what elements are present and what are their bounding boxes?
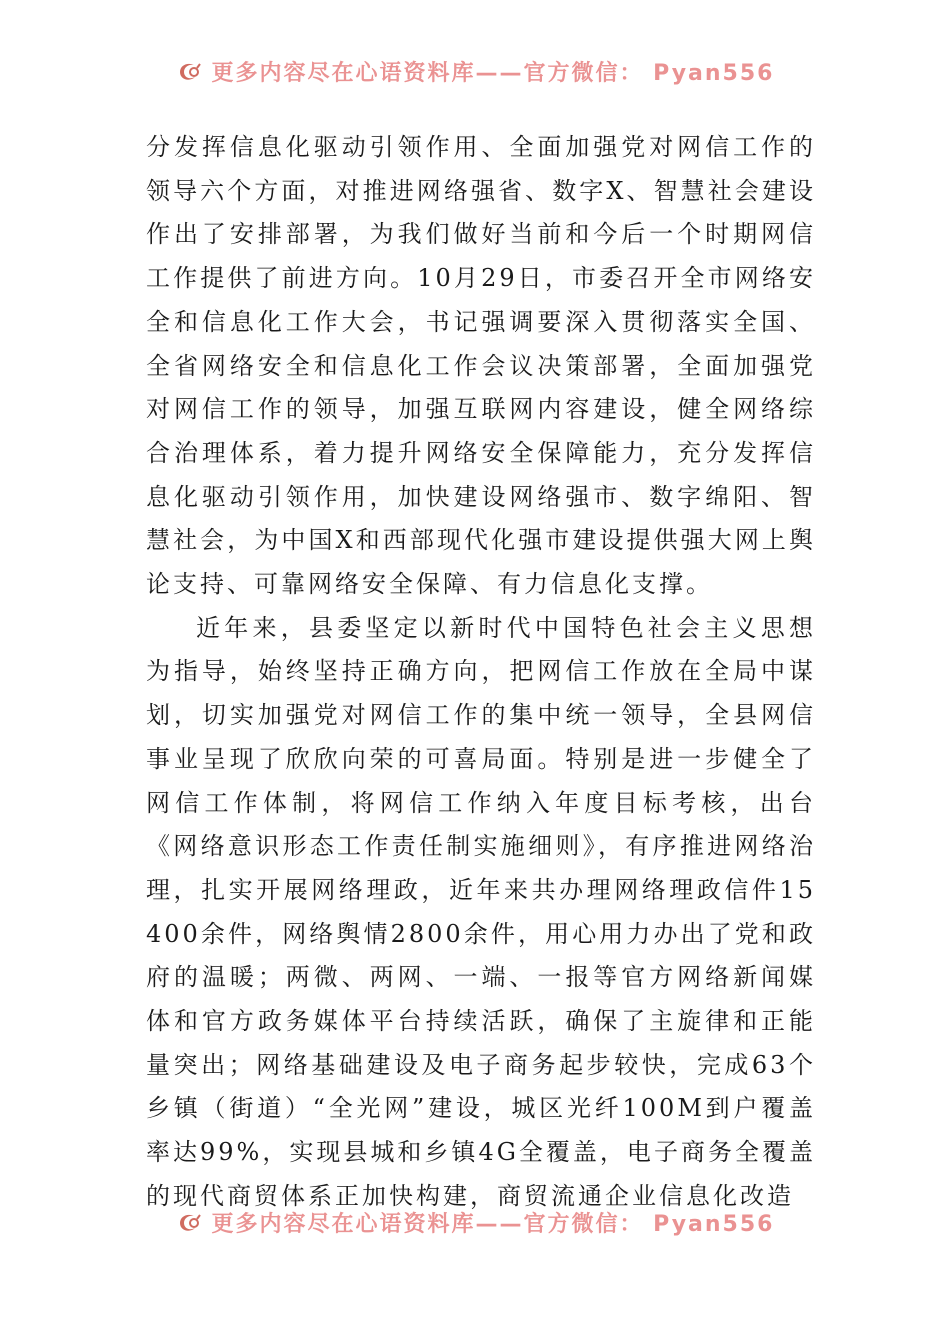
paragraph-continued: 分发挥信息化驱动引领作用、全面加强党对网信工作的领导六个方面，对推进网络强省、数字X、智慧社会建设作出了安排部署，为我们做好当前和今后一个时期网信工作提供了前进方向。10月29日，市委召开全市网络安全和信息化工作大会，书记强调要深入贯彻落实全国、全省网络安全和信息化工作会议决策部署，全面加强党对网信工作的领导，加强互联网内容建设，健全网络综合治理体系，着力提升网络安全保障能力，充分发挥信息化驱动引领作用，加快建设网络强市、数字绵阳、智慧社会，为中国X和西部现代化强市建设提供强大网上舆论支持、可靠网络安全保障、有力信息化支撑。 (146, 133, 816, 599)
header-watermark (0, 56, 950, 86)
brand-logo-icon (176, 58, 202, 84)
footer-watermark (0, 1207, 950, 1237)
document-body (146, 126, 816, 1219)
brand-logo-icon (176, 1209, 202, 1235)
header-banner-text: 更多内容尽在心语资料库——官方微信： Pyan556 (211, 60, 775, 86)
footer-banner-text: 更多内容尽在心语资料库——官方微信： Pyan556 (211, 1211, 775, 1237)
paragraph-recent-years: 近年来，县委坚定以新时代中国特色社会主义思想为指导，始终坚持正确方向，把网信工作放在全局中谋划，切实加强党对网信工作的集中统一领导，全县网信事业呈现了欣欣向荣的可喜局面。特别是进一步健全了网信工作体制，将网信工作纳入年度目标考核，出台《网络意识形态工作责任制实施细则》，有序推进网络治理，扎实开展网络理政，近年来共办理网络理政信件15400余件，网络舆情2800余件，用心用力办出了党和政府的温暖；两微、两网、一端、一报等官方网络新闻媒体和官方政务媒体平台持续活跃，确保了主旋律和正能量突出；网络基础建设及电子商务起步较快，完成63个乡镇（街道）“全光网”建设，城区光纤100M到户覆盖率达99%，实现县城和乡镇4G全覆盖，电子商务全覆盖的现代商贸体系正加快构建，商贸流通企业信息化改造 (146, 613, 816, 1210)
